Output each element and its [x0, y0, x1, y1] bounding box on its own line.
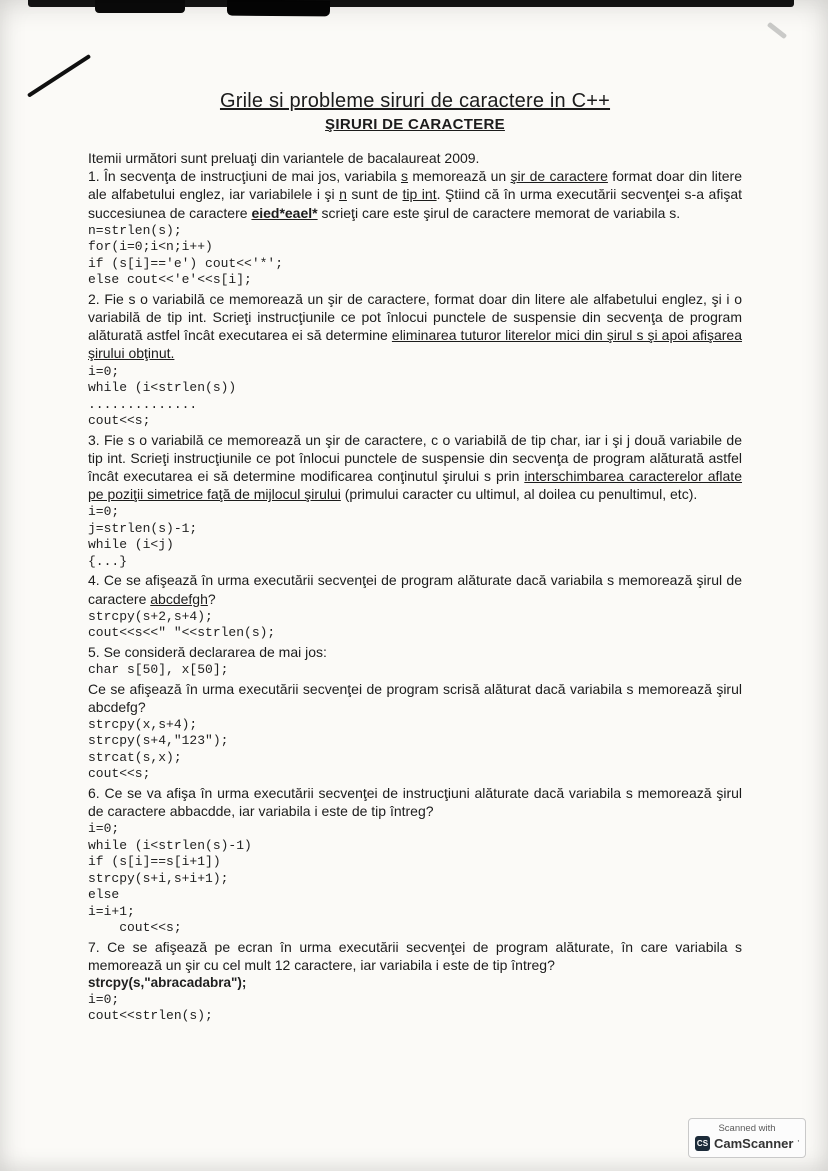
code-line: strcpy(x,s+4);	[88, 716, 198, 732]
code-line: while (i<j)	[88, 537, 174, 553]
text-segment: memorează un	[408, 168, 511, 185]
page-subtitle: ŞIRURI DE CARACTERE	[325, 116, 505, 133]
code-block	[88, 363, 742, 431]
code-block	[88, 716, 742, 784]
code-block	[88, 503, 742, 571]
text-segment: sunt de	[346, 186, 403, 203]
code-line: char s[50], x[50];	[88, 662, 229, 678]
question-paragraph	[88, 643, 742, 661]
code-line: cout<<s;	[88, 413, 151, 429]
code-line: strcpy(s+i,s+i+1);	[88, 870, 229, 886]
text-segment: tip int	[402, 186, 437, 203]
code-line: {...}	[88, 553, 128, 569]
code-line: if (s[i]=='e') cout<<'*';	[88, 255, 284, 271]
question-paragraph	[88, 938, 742, 974]
text-segment: şir de caractere	[510, 168, 608, 185]
text-segment: 7. Ce se afişează pe ecran în urma executării secvenţei de program alăturate, în care variabila s memorează un şir cu cel mult 12 caractere, iar variabila i este de tip întreg?	[88, 938, 742, 974]
code-line: while (i<strlen(s))	[88, 380, 237, 396]
code-line: ..............	[88, 396, 198, 412]
code-line: cout<<strlen(s);	[88, 1008, 213, 1024]
question-paragraph	[88, 680, 742, 716]
text-segment: abcdefgh	[150, 590, 208, 607]
text-segment: scrieţi care este şirul de caractere memorat de variabila s.	[317, 204, 681, 221]
camscanner-trademark: '	[797, 1139, 799, 1148]
code-line: cout<<s;	[88, 766, 151, 782]
code-block	[88, 974, 742, 1026]
text-segment: 5. Se consideră declararea de mai jos:	[88, 643, 327, 660]
camscanner-row	[689, 1136, 805, 1151]
text-segment: eied*eael*	[251, 204, 318, 221]
code-block	[88, 222, 742, 290]
camscanner-badge	[688, 1118, 806, 1158]
code-block	[88, 820, 742, 938]
questions-container	[88, 167, 742, 1026]
text-segment: 4. Ce se afişează în urma executării secvenţei de program alăturate dacă variabila s memorează şirul de caractere	[88, 572, 742, 607]
code-line: strcpy(s+4,"123");	[88, 733, 229, 749]
text-segment: eliminarea tuturor literelor mici din şirul s şi apoi afişarea şirului obţinut.	[88, 327, 742, 362]
question-paragraph	[88, 431, 742, 504]
question-paragraph	[88, 290, 742, 363]
code-line: strcat(s,x);	[88, 749, 182, 765]
question-paragraph	[88, 784, 742, 820]
code-line: while (i<strlen(s)-1)	[88, 837, 252, 853]
text-segment: (primului caracter cu ultimul, al doilea cu penultimul, etc).	[340, 486, 698, 503]
text-segment: . Ştiind că în urma executării secvenţei s-a afişat succesiunea de caractere	[88, 186, 742, 221]
code-line: i=i+1;	[88, 903, 135, 919]
text-segment: 1. În secvenţa de instrucţiuni de mai jos, variabila	[88, 168, 401, 185]
code-line: cout<<s;	[88, 920, 182, 936]
camscanner-label: CamScanner	[713, 1136, 794, 1151]
code-line: cout<<s<<" "<<strlen(s);	[88, 625, 276, 641]
text-segment: interschimbarea caracterelor aflate pe poziţii simetrice faţă de mijlocul şirului	[88, 468, 742, 503]
code-line: i=0;	[88, 991, 120, 1007]
pen-stroke-mark	[27, 54, 91, 98]
code-line: if (s[i]==s[i+1])	[88, 854, 221, 870]
code-line: i=0;	[88, 363, 120, 379]
code-block	[88, 661, 742, 680]
code-line: strcpy(s+2,s+4);	[88, 608, 213, 624]
text-segment: ?	[207, 590, 216, 607]
page-title: Grile si probleme siruri de caractere in C++	[219, 90, 611, 112]
text-segment: 3. Fie s o variabilă ce memorează un şir de caractere, c o variabilă de tip char, iar i şi j două variabile de tip int. Scrieţi instrucţiunile ce pot înlocui punctele de suspensie din secvenţa de program alăturată astfel încât executarea ei să determine modificarea conţinutul şirului s prin	[88, 431, 742, 485]
code-line: for(i=0;i<n;i++)	[88, 239, 213, 255]
code-block	[88, 608, 742, 643]
question-paragraph	[88, 167, 742, 222]
scan-artifact-blob	[95, 0, 185, 13]
scanned-with-label: Scanned with	[718, 1123, 776, 1134]
intro-line: Itemii următori sunt preluaţi din variantele de bacalaureat 2009.	[88, 150, 480, 166]
scan-artifact-blob	[227, 0, 330, 16]
scan-smudge-mark	[767, 22, 787, 39]
code-line: i=0;	[88, 821, 120, 837]
question-paragraph	[88, 571, 742, 607]
code-line: j=strlen(s)-1;	[88, 520, 198, 536]
text-segment: n	[339, 186, 347, 203]
text-segment: s	[401, 168, 408, 185]
page-content	[88, 90, 742, 1026]
text-segment: Ce se afişează în urma executării secvenţei de program scrisă alăturat dacă variabila s memorează şirul abcdefg?	[88, 680, 742, 715]
code-line: n=strlen(s);	[88, 222, 182, 238]
text-segment: 6. Ce se va afişa în urma executării secvenţei de instrucţiuni alăturate dacă variabila s memorează şirul de caractere abbacdde, iar variabila i este de tip întreg?	[88, 784, 742, 820]
camscanner-logo-icon: CS	[695, 1136, 710, 1151]
code-line: i=0;	[88, 504, 120, 520]
code-line: else	[88, 887, 120, 903]
text-segment: 2. Fie s o variabilă ce memorează un şir de caractere, format doar din litere ale alfabetului englez, şi i o variabilă de tip int. Scrieţi instrucţiunile ce pot înlocui punctele de suspensie din secvenţa de program alăturată astfel încât executarea ei să determine	[88, 290, 742, 344]
code-line: else cout<<'e'<<s[i];	[88, 272, 252, 288]
text-segment: format doar din litere ale alfabetului englez, iar variabilele i şi	[88, 168, 742, 203]
code-line: strcpy(s,"abracadabra");	[88, 975, 247, 991]
